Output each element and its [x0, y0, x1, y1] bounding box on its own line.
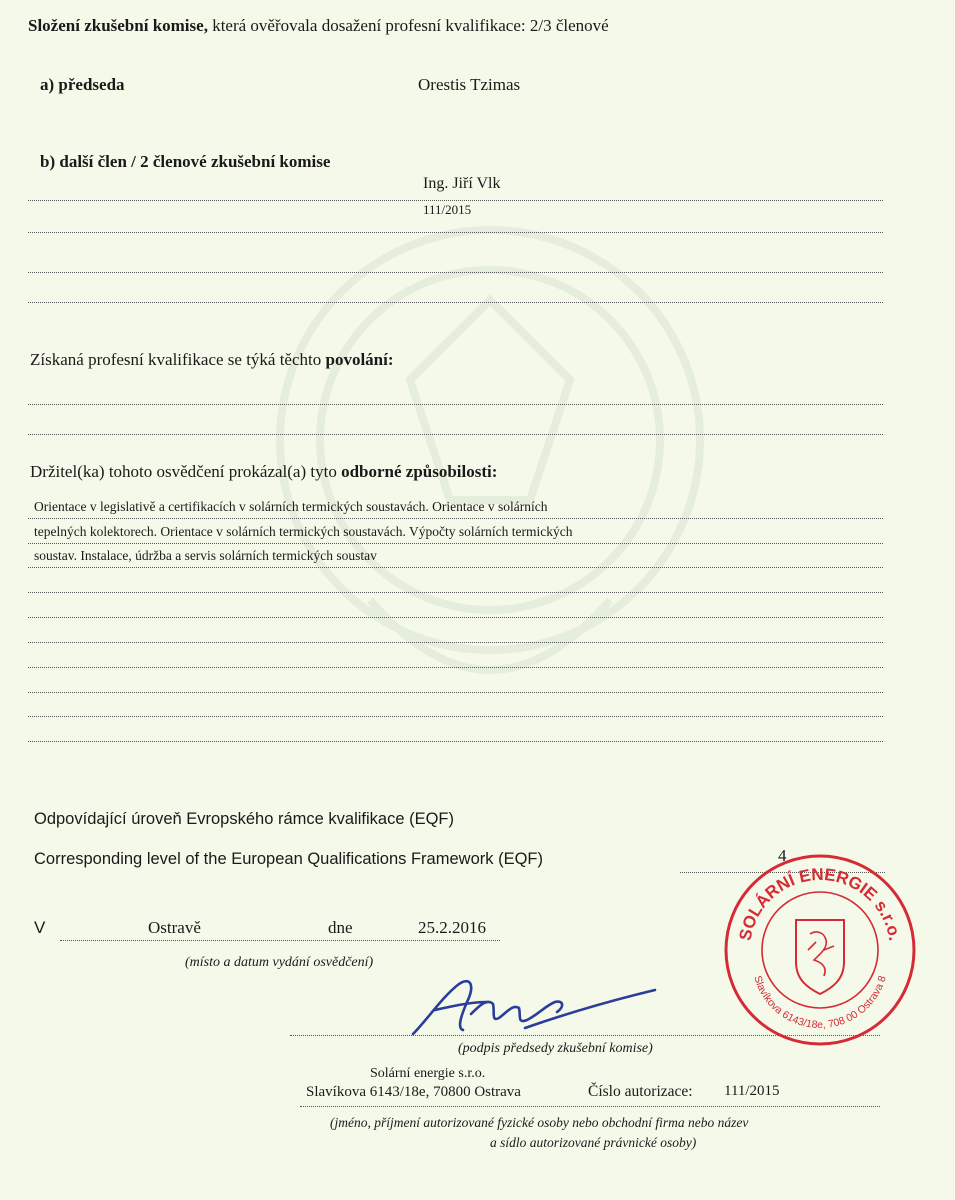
dotted-line: [28, 543, 883, 544]
occupation-bold: povolání:: [325, 350, 394, 369]
place-prefix: V: [34, 918, 46, 937]
dotted-line: [28, 741, 883, 742]
dotted-line: [28, 592, 883, 593]
dotted-line: [28, 667, 883, 668]
dotted-line: [28, 716, 883, 717]
dotted-line: [28, 272, 883, 273]
dotted-line: [300, 1106, 880, 1107]
commission-heading-text: která ověřovala dosažení profesní kvalifikace: 2/3 členové: [212, 16, 609, 35]
competence-line: soustav. Instalace, údržba a servis solárních termických soustav: [34, 548, 377, 563]
dotted-line: [28, 692, 883, 693]
competence-line: tepelných kolektorech. Orientace v solárních termických soustavách. Výpočty solárních termických: [34, 524, 573, 539]
company-stamp: [720, 850, 920, 1050]
issuer-address: Slavíkova 6143/18e, 70800 Ostrava: [306, 1084, 521, 1100]
dotted-line: [28, 232, 883, 233]
date-value: 25.2.2016: [418, 918, 486, 937]
watermark-emblem: [230, 180, 750, 800]
dotted-line: [28, 567, 883, 568]
place-value: Ostravě: [148, 918, 201, 937]
place-date-caption: (místo a datum vydání osvědčení): [185, 955, 374, 970]
occupation-text: Získaná profesní kvalifikace se týká těchto: [30, 350, 322, 369]
member-name: Ing. Jiří Vlk: [423, 175, 501, 192]
dotted-line: [28, 200, 883, 201]
issuer-caption-1: (jméno, příjmení autorizované fyzické osoby nebo obchodní firma nebo název: [330, 1115, 749, 1130]
eqf-label-cz: Odpovídající úroveň Evropského rámce kvalifikace (EQF): [34, 810, 455, 828]
dotted-line: [28, 617, 883, 618]
dotted-line: [28, 434, 883, 435]
member-number: 111/2015: [423, 202, 472, 217]
stamp-top-text: SOLÁRNÍ ENERGIE s.r.o.: [735, 864, 905, 943]
dotted-line: [28, 404, 883, 405]
handwritten-signature: [405, 972, 670, 1042]
chair-name: Orestis Tzimas: [418, 75, 521, 94]
issuer-caption-2: a sídlo autorizované právnické osoby): [490, 1135, 697, 1150]
commission-heading-bold: Složení zkušební komise,: [28, 16, 208, 35]
dotted-line: [60, 940, 500, 941]
commission-heading: [28, 16, 609, 36]
occupation-heading: [30, 350, 394, 370]
competence-text: Držitel(ka) tohoto osvědčení prokázal(a) tyto: [30, 462, 337, 481]
signature-caption: (podpis předsedy zkušební komise): [458, 1041, 653, 1056]
eqf-level: 4: [778, 846, 787, 865]
authorization-number: 111/2015: [724, 1083, 780, 1099]
competence-bold: odborné způsobilosti:: [341, 462, 498, 481]
competence-heading: [30, 462, 497, 482]
dotted-line: [28, 518, 883, 519]
dotted-line: [28, 642, 883, 643]
chair-label: a) předseda: [40, 75, 125, 94]
authorization-label: Číslo autorizace:: [588, 1083, 693, 1100]
dotted-line: [28, 302, 883, 303]
issuer-name: Solární energie s.r.o.: [370, 1066, 486, 1081]
member-label: b) další člen / 2 členové zkušební komise: [40, 152, 331, 171]
date-prefix: dne: [328, 918, 353, 937]
competence-line: Orientace v legislativě a certifikacích v solárních termických soustavách. Orientace v solárních: [34, 499, 548, 514]
eqf-label-en: Corresponding level of the European Qualifications Framework (EQF): [34, 850, 543, 868]
stamp-bottom-text: Slavíkova 6143/18e, 708 00 Ostrava 8: [751, 974, 889, 1032]
